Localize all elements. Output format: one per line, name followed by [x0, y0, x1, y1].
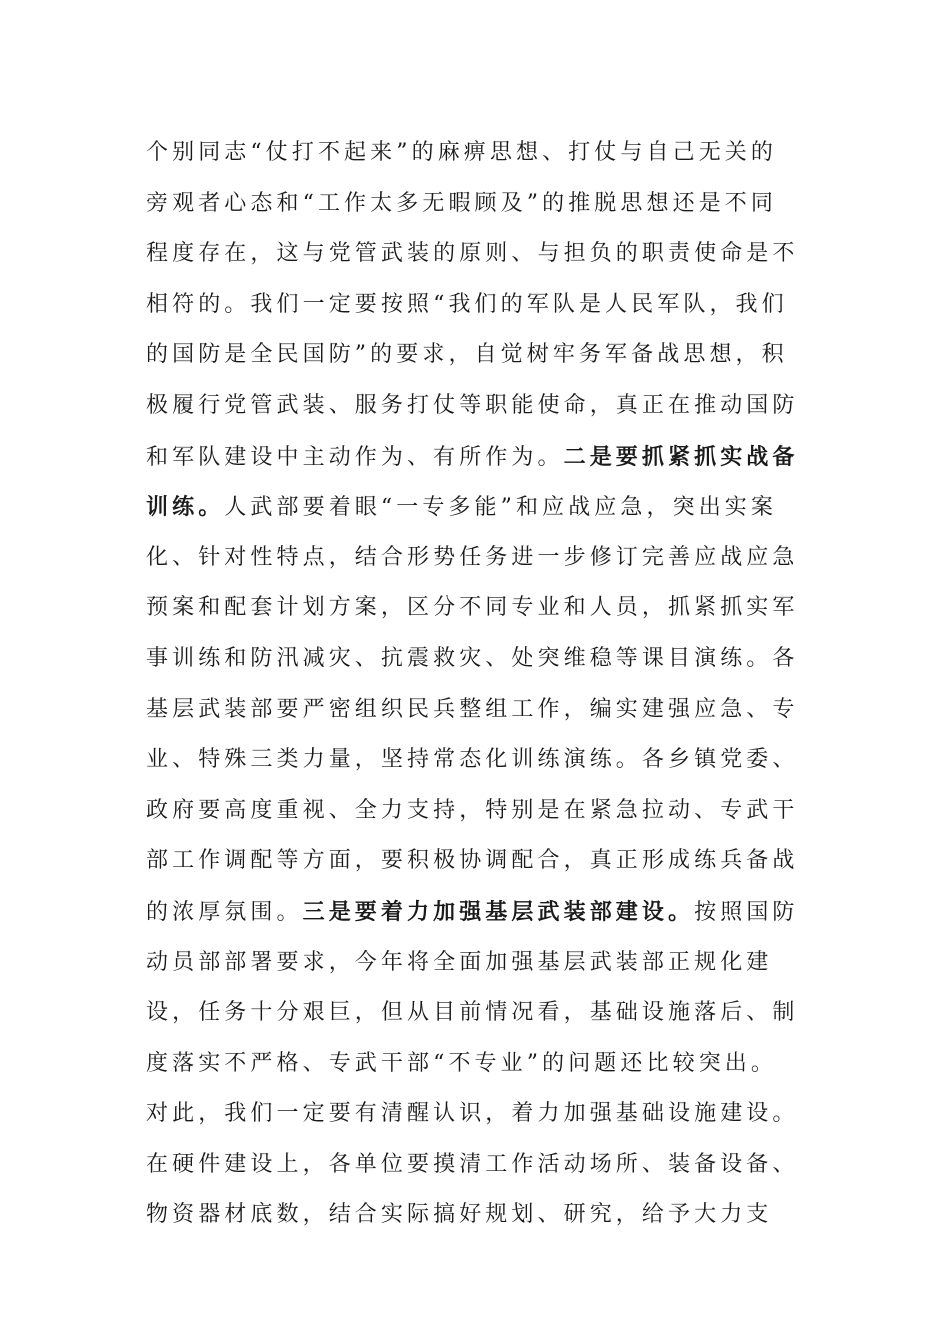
text-line [146, 229, 808, 280]
body-text: 程度存在，这与党管武装的原则、与担负的职责使命是不 [146, 241, 799, 267]
text-line [146, 938, 808, 989]
text-line [146, 533, 808, 584]
bold-heading-text: 训练。 [146, 494, 225, 521]
body-text: 预案和配套计划方案，区分不同专业和人员，抓紧抓实军 [146, 595, 799, 621]
body-text: 基层武装部要严密组织民兵整组工作，编实建强应急、专 [146, 696, 799, 722]
text-line [146, 634, 808, 685]
text-line [146, 432, 808, 483]
text-line [146, 482, 808, 533]
body-text: 部工作调配等方面，要积极协调配合，真正形成练兵备战 [146, 848, 799, 874]
body-text: 极履行党管武装、服务打仗等职能使命，真正在推动国防 [146, 392, 799, 418]
text-line [146, 280, 808, 331]
text-line [146, 330, 808, 381]
body-text: 个别同志“仗打不起来”的麻痹思想、打仗与自己无关的 [146, 140, 777, 165]
text-line [146, 786, 808, 837]
body-text: 对此，我们一定要有清醒认识，着力加强基础设施建设。 [146, 1101, 799, 1127]
text-line [146, 887, 808, 938]
body-text: 在硬件建设上，各单位要摸清工作活动场所、装备设备、 [146, 1151, 799, 1177]
text-line [146, 836, 808, 887]
text-line [146, 381, 808, 432]
body-text: 按照国防 [694, 899, 799, 925]
body-text: 的国防是全民国防”的要求，自觉树牢务军备战思想，积 [146, 342, 788, 368]
bold-heading-text: 三是要着力加强基层武装部建设。 [302, 898, 695, 925]
body-text: 人武部要着眼“一专多能”和应战应急，突出实案 [224, 495, 778, 521]
text-line [146, 179, 808, 230]
body-text: 度落实不严格、专武干部“不专业”的问题还比较突出。 [146, 1050, 777, 1076]
text-line [146, 1140, 808, 1191]
text-line [146, 685, 808, 736]
text-line [146, 583, 808, 634]
document-body-text [146, 128, 808, 1241]
body-text: 业、特殊三类力量，坚持常态化训练演练。各乡镇党委、 [146, 747, 799, 773]
body-text: 化、针对性特点，结合形势任务进一步修订完善应战应急 [146, 544, 799, 570]
text-line [146, 735, 808, 786]
body-text: 事训练和防汛减灾、抗震救灾、处突维稳等课目演练。各 [146, 645, 799, 671]
text-line [146, 128, 808, 179]
text-line [146, 988, 808, 1039]
body-text: 旁观者心态和“工作太多无暇顾及”的推脱思想还是不同 [146, 190, 777, 216]
body-text: 设，任务十分艰巨，但从目前情况看，基础设施落后、制 [146, 1000, 799, 1026]
text-line [146, 1190, 808, 1241]
body-text: 物资器材底数，结合实际搞好规划、研究，给予大力支 [146, 1202, 773, 1228]
body-text: 动员部部署要求，今年将全面加强基层武装部正规化建 [146, 949, 773, 975]
body-text: 相符的。我们一定要按照“我们的军队是人民军队，我们 [146, 291, 788, 317]
body-text: 政府要高度重视、全力支持，特别是在紧急拉动、专武干 [146, 797, 799, 823]
text-line [146, 1039, 808, 1090]
body-text: 的浓厚氛围。 [146, 899, 303, 925]
bold-heading-text: 二是要抓紧抓实战备 [563, 443, 799, 470]
text-line [146, 1089, 808, 1140]
body-text: 和军队建设中主动作为、有所作为。 [146, 444, 564, 470]
